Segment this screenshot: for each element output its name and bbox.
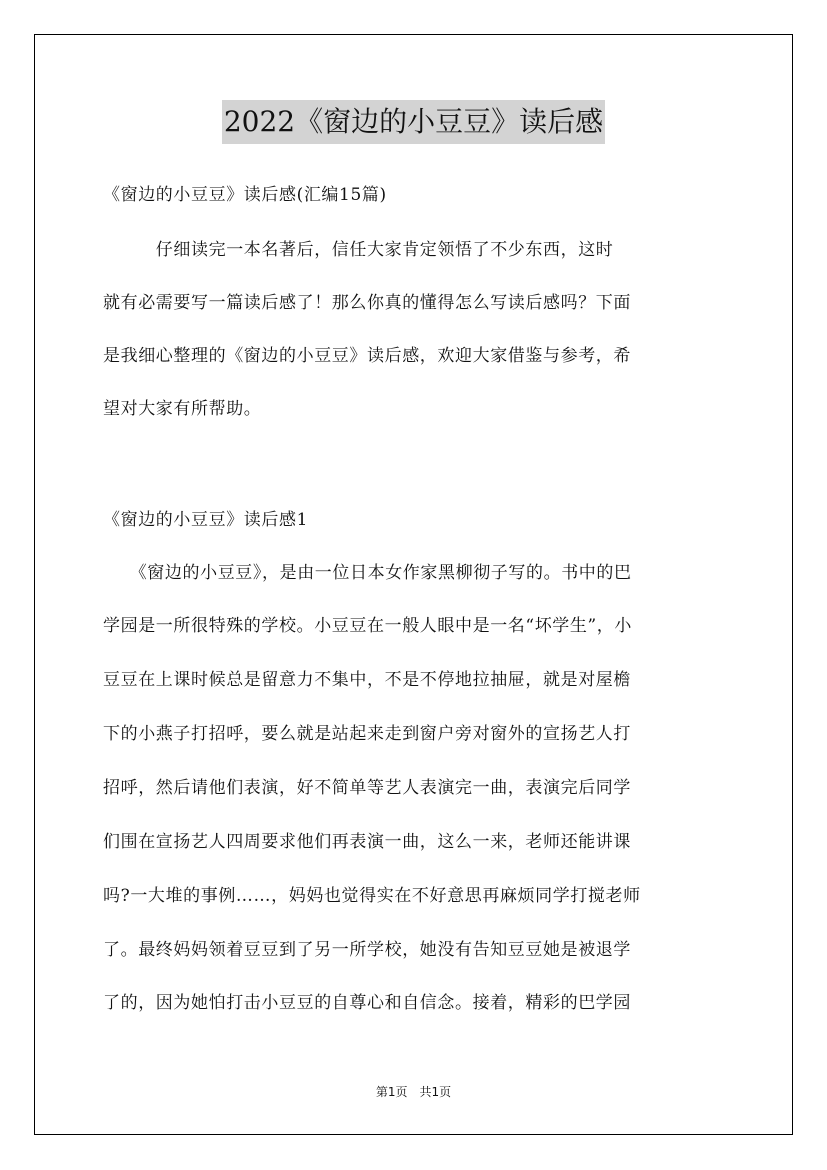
body-line-4: 下的小燕子打招呼，要么就是站起来走到窗户旁对窗外的宣扬艺人打 [103, 724, 631, 744]
section-heading: 《窗边的小豆豆》读后感1 [103, 510, 309, 530]
document-subtitle: 《窗边的小豆豆》读后感(汇编15篇) [103, 185, 387, 205]
body-line-3: 豆豆在上课时候总是留意力不集中，不是不停地拉抽屉，就是对屋檐 [103, 670, 631, 690]
intro-line-1: 仔细读完一本名著后，信任大家肯定领悟了不少东西，这时 [103, 240, 614, 260]
intro-line-3: 是我细心整理的《窗边的小豆豆》读后感，欢迎大家借鉴与参考，希 [103, 346, 631, 366]
body-line-8: 了。最终妈妈领着豆豆到了另一所学校，她没有告知豆豆她是被退学 [103, 940, 631, 960]
title-container [0, 100, 827, 144]
intro-line-4: 望对大家有所帮助。 [103, 399, 262, 419]
page-footer: 第1页 共1页 [375, 1085, 452, 1099]
body-line-7: 吗?一大堆的事例……，妈妈也觉得实在不好意思再麻烦同学打搅老师 [103, 886, 641, 906]
body-line-5: 招呼，然后请他们表演，好不简单等艺人表演完一曲，表演完后同学 [103, 778, 631, 798]
body-line-2: 学园是一所很特殊的学校。小豆豆在一般人眼中是一名“坏学生”，小 [103, 616, 632, 636]
document-title: 2022《窗边的小豆豆》读后感 [222, 100, 605, 144]
intro-line-2: 就有必需要写一篇读后感了！那么你真的懂得怎么写读后感吗？下面 [103, 293, 631, 313]
body-line-1: 《窗边的小豆豆》，是由一位日本女作家黑柳彻子写的。书中的巴 [103, 563, 632, 583]
body-line-6: 们围在宣扬艺人四周要求他们再表演一曲，这么一来，老师还能讲课 [103, 832, 631, 852]
body-line-9: 了的，因为她怕打击小豆豆的自尊心和自信念。接着，精彩的巴学园 [103, 993, 631, 1013]
